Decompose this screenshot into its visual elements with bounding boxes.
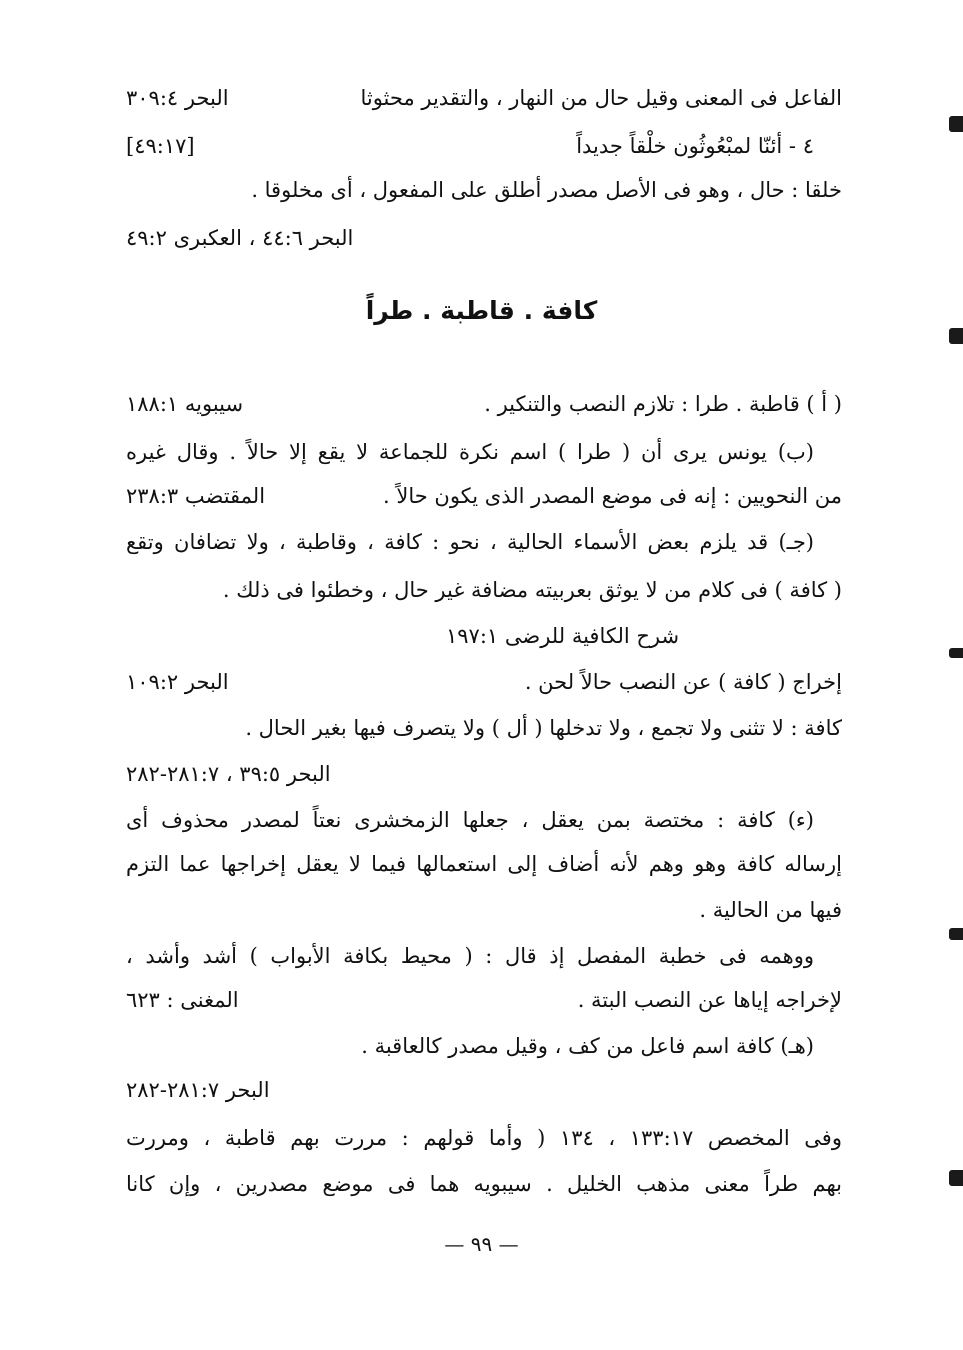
scan-edge-mark xyxy=(949,328,963,344)
reference-line xyxy=(126,1068,842,1112)
line-text: (جـ) قد يلزم بعض الأسماء الحالية ، نحو : كافة ، وقاطبة ، ولا تضافان وتقع xyxy=(126,530,814,554)
text-line xyxy=(126,76,842,120)
line-reference: المغنى : ٦٢٣ xyxy=(126,988,239,1012)
reference-line xyxy=(126,216,842,260)
scan-edge-mark xyxy=(949,1170,963,1186)
line-reference: سيبويه ١٨٨:١ xyxy=(126,392,244,416)
scan-edge-mark xyxy=(949,648,963,658)
line-text: فيها من الحالية . xyxy=(699,898,842,922)
text-line xyxy=(126,474,842,518)
text-line xyxy=(126,568,842,612)
reference-line xyxy=(126,614,842,658)
text-line xyxy=(126,430,842,474)
line-text: كافة : لا تثنى ولا تجمع ، ولا تدخلها ( أل ) ولا يتصرف فيها بغير الحال . xyxy=(245,716,842,740)
text-line xyxy=(126,168,842,212)
verse-reference: [٤٩:١٧] xyxy=(126,134,195,158)
line-text: إرساله كافة وهو وهم لأنه أضاف إلى استعمالها فيما لا يعقل إخراجها عما التزم xyxy=(126,852,842,876)
line-text: من النحويين : إنه فى موضع المصدر الذى يكون حالاً . xyxy=(383,484,842,508)
text-line xyxy=(126,978,842,1022)
line-text: لإخراجه إياها عن النصب البتة . xyxy=(577,988,842,1012)
line-text: البحر ٢٨١:٧-٢٨٢ xyxy=(126,1078,270,1102)
line-text: ٤ - أئنّا لمبْعُوثُون خلْقاً جديداً xyxy=(576,134,814,158)
line-text: الفاعل فى المعنى وقيل حال من النهار ، والتقدير محثوثا xyxy=(360,86,842,110)
text-line xyxy=(126,1162,842,1206)
line-reference: المقتضب ٢٣٨:٣ xyxy=(126,484,266,508)
line-text: ( أ ) قاطبة . طرا : تلازم النصب والتنكير . xyxy=(484,392,842,416)
page-number: — ٩٩ — xyxy=(444,1232,519,1256)
line-text: البحر ٣٩:٥ ، ٢٨١:٧-٢٨٢ xyxy=(126,762,331,786)
text-line xyxy=(126,706,842,750)
line-text: (ب) يونس يرى أن ( طرا ) اسم نكرة للجماعة لا يقع إلا حالاً . وقال غيره xyxy=(126,440,814,464)
text-line xyxy=(126,888,842,932)
text-line xyxy=(126,934,842,978)
line-text: (هـ) كافة اسم فاعل من كف ، وقيل مصدر كالعاقبة . xyxy=(361,1034,814,1058)
line-text: شرح الكافية للرضى ١٩٧:١ xyxy=(446,624,680,648)
line-text: بهم طراً معنى مذهب الخليل . سيبويه هما فى موضع مصدرين ، وإن كانا xyxy=(126,1172,842,1196)
line-text: ( كافة ) فى كلام من لا يوثق بعربيته مضافة غير حال ، وخطئوا فى ذلك . xyxy=(222,578,842,602)
line-reference: البحر ٣٠٩:٤ xyxy=(126,86,229,110)
text-line xyxy=(126,798,842,842)
text-line xyxy=(126,1024,842,1068)
line-text: خلقا : حال ، وهو فى الأصل مصدر أطلق على المفعول ، أى مخلوقا . xyxy=(251,178,842,202)
line-text: ووهمه فى خطبة المفصل إذ قال : ( محيط بكافة الأبواب ) أشد وأشد ، xyxy=(126,944,814,968)
section-heading: كافة . قاطبة . طراً xyxy=(365,296,598,325)
line-text: (ء) كافة : مختصة بمن يعقل ، جعلها الزمخشرى نعتاً لمصدر محذوف أى xyxy=(126,808,814,832)
text-line xyxy=(126,1116,842,1160)
scan-edge-mark xyxy=(949,116,963,132)
quran-verse-line xyxy=(126,124,842,168)
line-text: وفى المخصص ١٣٣:١٧ ، ١٣٤ ( وأما قولهم : مررت بهم قاطبة ، ومررت xyxy=(126,1126,842,1150)
line-text: البحر ٤٤:٦ ، العكبرى ٤٩:٢ xyxy=(126,226,354,250)
line-reference: البحر ١٠٩:٢ xyxy=(126,670,229,694)
scan-edge-mark xyxy=(949,928,963,940)
text-line xyxy=(126,382,842,426)
text-line xyxy=(126,660,842,704)
reference-line xyxy=(126,752,842,796)
text-line xyxy=(126,842,842,886)
text-line xyxy=(126,520,842,564)
line-text: إخراج ( كافة ) عن النصب حالاً لحن . xyxy=(524,670,842,694)
